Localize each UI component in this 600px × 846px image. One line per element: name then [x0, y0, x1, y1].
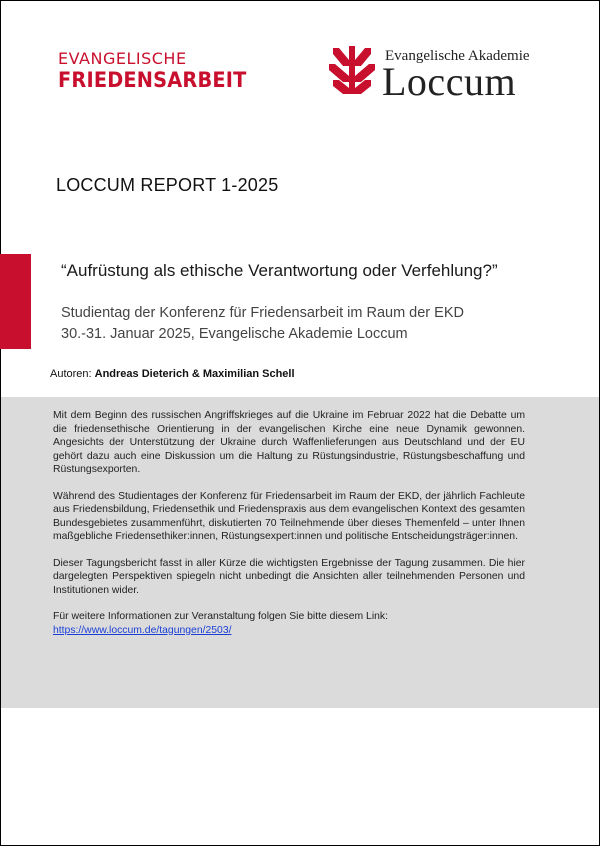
- abstract-text: [53, 409, 525, 650]
- document-title-quote: “Aufrüstung als ethische Verantwortung oder Verfehlung?”: [61, 261, 498, 280]
- report-title: LOCCUM REPORT 1-2025: [56, 175, 279, 195]
- authors-label: Autoren:: [50, 368, 95, 380]
- logo-name: Loccum: [382, 59, 517, 104]
- event-link[interactable]: https://www.loccum.de/tagungen/2503/: [53, 624, 232, 636]
- document-subtitle: [61, 303, 464, 345]
- logo-line-1: EVANGELISCHE: [58, 49, 187, 68]
- subtitle-line-1: Studientag der Konferenz für Friedensarbeit im Raum der EKD: [61, 305, 464, 321]
- logo-subtitle: Evangelische Akademie: [385, 48, 530, 64]
- authors-names: Andreas Dieterich & Maximilian Schell: [94, 368, 295, 380]
- authors-line: [50, 368, 295, 380]
- red-accent-bar: [0, 254, 31, 349]
- abstract-paragraph-3: Dieser Tagungsbericht fasst in aller Kürze die wichtigsten Ergebnisse der Tagung zusammen. Die hier dargelegten Perspektiven spiegeln nicht unbedingt die Ansichten aller teilnehmenden Personen und Institutionen wider.: [53, 557, 525, 596]
- loccum-cross-mark-icon: [329, 46, 375, 94]
- evangelische-friedensarbeit-logo: [58, 50, 263, 92]
- logo-line-2: FRIEDENSARBEIT: [58, 68, 247, 92]
- subtitle-line-2: 30.-31. Januar 2025, Evangelische Akademie Loccum: [61, 326, 408, 342]
- link-intro: Für weitere Informationen zur Veranstaltung folgen Sie bitte diesem Link:: [53, 611, 388, 622]
- abstract-paragraph-4: [53, 610, 525, 637]
- abstract-paragraph-1: Mit dem Beginn des russischen Angriffskrieges auf die Ukraine im Februar 2022 hat die Debatte um die friedensethische Orientierung in der evangelischen Kirche eine neue Dynamik gewonnen. Angesichts der Unterstützung der Ukraine durch Waffenlieferungen aus Deutschland und der EU gehört dazu auch eine Diskussion um die Haltung zu Rüstungsindustrie, Rüstungsbeschaffung und Rüstungsexporten.: [53, 410, 525, 475]
- abstract-paragraph-2: Während des Studientages der Konferenz für Friedensarbeit im Raum der EKD, der jährlich Fachleute aus Friedensbildung, Friedensethik und Friedenspraxis aus dem evangelischen Kontext des gesamten Bundesgebietes zusammenführt, diskutierten 70 Teilnehmende über dieses Themenfeld – unter Ihnen maßgebliche Friedensethiker:innen, Rüstungsexpert:innen und politische Entscheidungsträger:innen.: [53, 490, 525, 542]
